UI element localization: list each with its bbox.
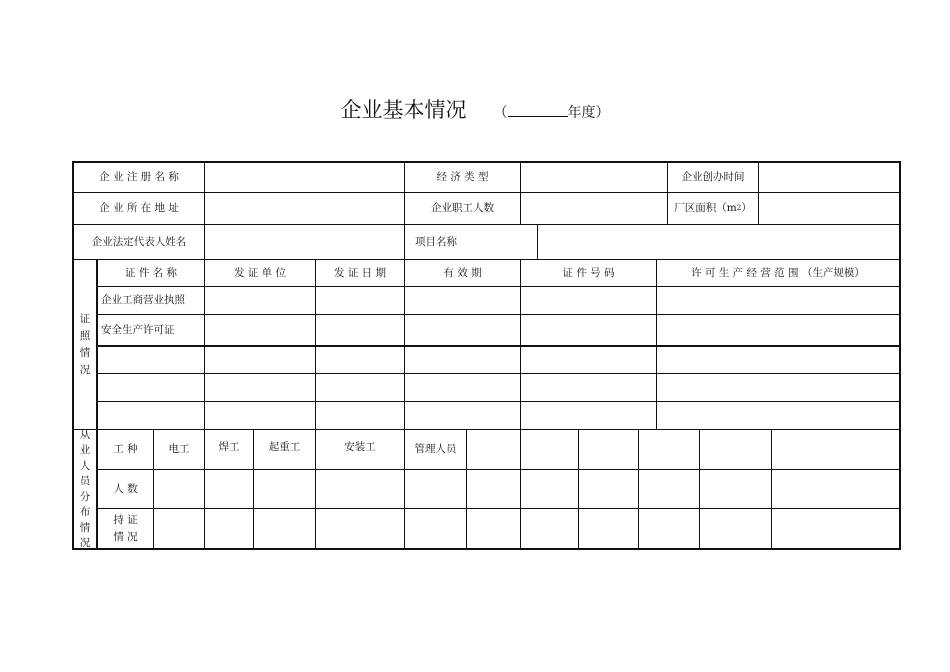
workers-section-char: 况 [79,537,91,549]
header-business-scope: 许 可 生 产 经 营 范 围 （生产规模） [691,266,865,279]
work-type-electrician: 电工 [168,443,190,455]
license-section-char: 照 [79,329,91,342]
title-main: 企业基本情况 [340,98,467,122]
label-certified [98,509,153,548]
title-open-paren: （ [493,105,508,121]
certified-line-1: 持 证 [113,513,138,526]
field-staff-count[interactable] [521,193,667,224]
label-reg-name: 企 业 注 册 名 称 [99,171,179,183]
label-area [668,193,758,224]
header-issue-date: 发 证 日 期 [333,266,386,279]
work-type-management: 管理人员 [414,443,457,455]
label-legal-rep: 企业法定代表人姓名 [91,235,187,248]
area-close: ） [741,202,752,214]
license-section-char: 证 [79,312,91,325]
label-project-name: 项目名称 [415,235,457,248]
workers-section-char: 人 [79,459,91,472]
workers-section-char: 布 [79,506,91,518]
workers-section-char: 情 [79,521,91,534]
field-found-time[interactable] [759,163,899,192]
field-area[interactable] [759,193,899,224]
license-row-safety-permit: 安全生产许可证 [101,323,175,336]
workers-section-char: 从 [79,428,91,441]
certified-line-2: 情 况 [113,530,138,543]
label-address: 企 业 所 在 地 址 [99,202,179,214]
title-year [494,105,610,121]
header-cert-number: 证 件 号 码 [562,266,615,279]
title-year-label: 年度） [567,105,610,121]
workers-section-char: 员 [79,475,91,487]
field-project-name[interactable] [538,225,899,259]
work-type-welder: 焊工 [218,441,240,453]
label-headcount: 人 数 [113,482,138,495]
field-econ-type[interactable] [521,163,667,192]
page-title [0,94,950,124]
field-legal-rep[interactable] [205,225,404,259]
label-econ-type: 经 济 类 型 [436,171,489,183]
header-validity: 有 效 期 [443,266,482,279]
area-sup: 2 [736,204,742,212]
work-type-crane: 起重工 [268,441,301,453]
field-address[interactable] [205,193,404,224]
workers-section-char: 业 [79,444,91,456]
header-cert-name: 证 件 名 称 [124,266,177,279]
label-work-type: 工 种 [113,443,138,455]
license-section-char: 况 [79,363,91,376]
work-type-installer: 安装工 [344,441,376,453]
year-blank[interactable] [508,102,568,117]
label-staff-count: 企业职工人数 [431,202,494,214]
license-section-char: 情 [79,346,91,359]
area-text: 厂区面积（m [674,202,737,214]
workers-section-label [74,430,96,549]
license-section-label [74,260,96,429]
field-reg-name[interactable] [205,163,404,192]
license-row-business-license: 企业工商营业执照 [101,294,185,306]
label-found-time: 企业创办时间 [681,171,745,183]
header-issuer: 发 证 单 位 [233,266,286,279]
workers-section-char: 分 [79,490,91,503]
